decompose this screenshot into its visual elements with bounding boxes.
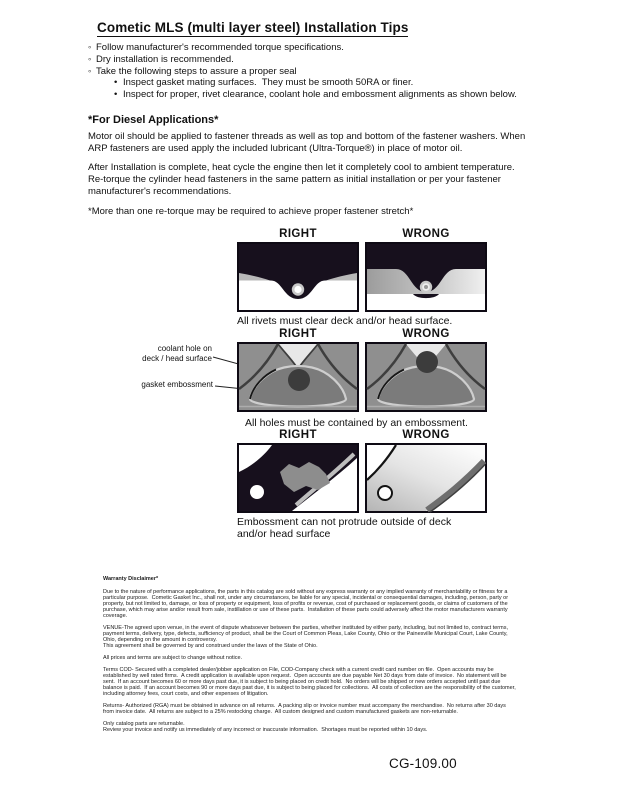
holes-right-diagram	[237, 342, 359, 412]
legal-paragraph: Only catalog parts are returnable.	[103, 721, 185, 727]
coolant-hole-icon	[416, 351, 438, 373]
page-number: CG-109.00	[389, 756, 457, 771]
list-item	[88, 77, 532, 89]
holes-wrong-header: WRONG	[402, 328, 450, 340]
legal-paragraph: Returns- Authorized (RGA) must be obtained in advance on all returns. A packing slip or invoice number must accompany the merchandise. No returns after 30 days from invoice date. All returns are subject to a 25% restocking charge. All custom designed and custom manufactured gaskets are non-returnable.	[103, 703, 508, 715]
rivet-right-diagram	[237, 242, 359, 312]
legal-paragraph: This agreement shall be governed by and construed under the laws of the State of Ohio.	[103, 643, 318, 649]
embossment-right-header: RIGHT	[279, 429, 317, 441]
gasket-embossment-label: gasket embossment	[141, 380, 213, 389]
sub-bullet-marker: •	[114, 77, 118, 89]
diesel-paragraph: After Installation is complete, heat cycle the engine then let it completely cool to ambient temperature. Re-torque the cylinder head fasteners in the same pattern as initial installation or per your fastener manufacturer's recommendations.	[88, 162, 518, 197]
rivet-wrong-diagram	[365, 242, 487, 312]
rivet-caption: All rivets must clear deck and/or head surface.	[237, 315, 453, 327]
retorque-note: *More than one re-torque may be required to achieve proper fastener stretch*	[88, 206, 414, 217]
list-item	[88, 89, 532, 101]
embossment-wrong-header: WRONG	[402, 429, 450, 441]
warranty-heading: Warranty Disclaimer*	[103, 576, 159, 582]
rivet-wrong-header: WRONG	[402, 228, 450, 240]
legal-paragraph: Terms COD- Secured with a completed dealer/jobber application on File, COD-Company check with a current credit card number on file. Open accounts may be established by well rated firms. A credit application is available upon request. Open accounts are due payable Net 30 days from date of invoice. No statement will be sent. If an account becomes 60 or more days past due, it is subject to being placed on credit hold. No orders will be shipped or new orders accepted until past due balance is paid. If an account becomes 90 or more days past due, it is subject to being placed for collections. All costs of collection are the responsibility of the customer, including attorney fees, court costs, and other expenses of litigation.	[103, 667, 518, 697]
tip-text: Take the following steps to assure a proper seal	[96, 65, 297, 77]
coolant-hole-icon	[288, 369, 310, 391]
warranty-disclaimer	[103, 576, 516, 739]
coolant-hole-label: coolant hole on deck / head surface	[142, 344, 212, 363]
list-item	[88, 54, 532, 66]
diesel-paragraph: Motor oil should be applied to fastener threads as well as top and bottom of the fastener washers. When ARP fasteners are used apply the included lubricant (Ultra-Torque®) in place of motor oil.	[88, 131, 528, 154]
rivet-right-header: RIGHT	[279, 228, 317, 240]
page-title: Cometic MLS (multi layer steel) Installation Tips	[97, 20, 409, 35]
holes-wrong-diagram	[365, 342, 487, 412]
legal-paragraph: Due to the nature of performance applications, the parts in this catalog are sold without any express warranty or any implied warranty of merchantability or fitness for a particular purpose. Cometic Gasket Inc., shall not, under any circumstances, be liable for any special, incidental or consequential damages, including, person, party or property, but not limited to, damage, or loss of property or equipment, loss of profits or revenue, cost of purchased or replacement goods, or claims of customers of the purchase, which may arise and/or result from sale, instillation or use of these parts. Installation of these parts could adversely affect the motor manufacturers warranty coverage.	[103, 589, 510, 619]
legal-paragraph: VENUE-The agreed upon venue, in the event of dispute whatsoever between the parties, whether instituted by either party, including, but not limited to, contract terms, payment terms, delivery, type, defects, sufficiency of product, shall be the Court of Common Pleas, Lake County, Ohio or the Painesville Municipal Court, Lake County, Ohio, depending on the amount in controversy.	[103, 625, 510, 643]
tip-text: Follow manufacturer's recommended torque specifications.	[96, 42, 344, 53]
bolt-hole-icon	[378, 486, 392, 500]
tip-text: Dry installation is recommended.	[96, 53, 234, 65]
tip-text: Inspect gasket mating surfaces. They must be smooth 50RA or finer.	[123, 77, 414, 89]
holes-caption: All holes must be contained by an embossment.	[245, 417, 468, 429]
legal-paragraph: Review your invoice and notify us immediately of any incorrect or inaccurate information. Shortages must be reported within 10 days.	[103, 727, 428, 733]
embossment-caption: Embossment can not protrude outside of deck and/or head surface	[237, 516, 452, 540]
sub-bullet-marker: •	[114, 89, 118, 101]
holes-right-header: RIGHT	[279, 328, 317, 340]
tip-text: Inspect for proper, rivet clearance, coolant hole and embossment alignments as shown below.	[123, 89, 517, 101]
embossment-wrong-diagram	[365, 443, 487, 513]
list-item	[88, 66, 532, 78]
bolt-hole-icon	[250, 485, 264, 499]
embossment-right-diagram	[237, 443, 359, 513]
bullet-marker: ◦	[88, 65, 92, 77]
diesel-section-heading: *For Diesel Applications*	[88, 114, 219, 126]
bullet-marker: ◦	[88, 42, 92, 53]
bullet-marker: ◦	[88, 53, 92, 65]
installation-tips-list	[88, 42, 532, 101]
legal-paragraph: All prices and terms are subject to change without notice.	[103, 655, 243, 661]
list-item	[88, 42, 532, 54]
